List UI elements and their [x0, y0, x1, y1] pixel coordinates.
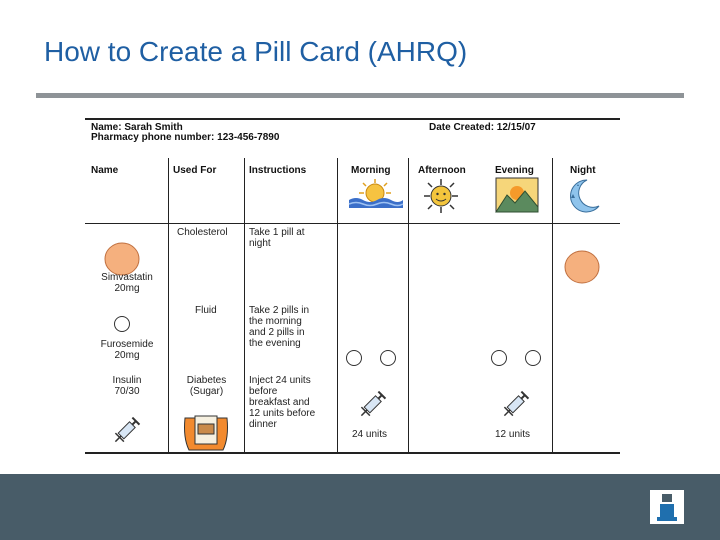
med-3-name-line2: 70/30 — [114, 386, 140, 397]
column-header-morning: Morning — [351, 165, 391, 176]
info-logo-base — [657, 517, 677, 521]
med-3-instruction-line5: dinner — [249, 419, 277, 430]
info-logo-dot — [662, 494, 672, 502]
morning-dose-two-pills-icon — [344, 349, 400, 367]
med-3-used-for — [169, 375, 244, 397]
column-header-night: Night — [570, 165, 596, 176]
card-bottom-border — [85, 452, 620, 454]
evening-dose-two-pills-icon — [489, 349, 545, 367]
column-header-afternoon: Afternoon — [418, 165, 466, 176]
med-2-name-line2: 20mg — [114, 350, 140, 361]
med-3-instruction-line4: 12 units before — [249, 408, 316, 419]
med-3-instruction-line2: before — [249, 386, 278, 397]
med-3-instructions — [249, 375, 315, 430]
footer-bar — [0, 474, 720, 540]
med-2-instructions — [249, 305, 309, 349]
med-1-instruction-line2: night — [249, 238, 271, 249]
med-1-used-for: Cholesterol — [177, 227, 228, 238]
info-logo-icon — [650, 490, 684, 524]
med-3-used-for-line1: Diabetes — [186, 375, 227, 386]
med-3-name — [87, 375, 167, 397]
syringe-icon — [109, 414, 143, 448]
med-2-used-for: Fluid — [195, 305, 217, 316]
night-moon-icon — [563, 176, 603, 216]
morning-sun-over-water-icon — [347, 178, 403, 208]
med-3-name-line1: Insulin — [112, 375, 142, 386]
slide-title: How to Create a Pill Card (AHRQ) — [44, 36, 468, 67]
med-1-name-line2: 20mg — [114, 283, 140, 294]
card-header-divider — [85, 223, 620, 224]
med-1-instruction-line1: Take 1 pill at — [249, 227, 305, 238]
med-2-instruction-line3: and 2 pills in — [249, 327, 305, 338]
med-3-instruction-line3: breakfast and — [249, 397, 310, 408]
med-2-name — [87, 339, 167, 361]
patient-name: Name: Sarah Smith — [91, 122, 183, 133]
pill-card — [85, 118, 620, 454]
sugar-bag-icon — [181, 408, 231, 452]
evening-sunset-mountains-icon — [495, 177, 539, 213]
med-1-name — [87, 272, 167, 294]
med-1-name-line1: Simvastatin — [101, 272, 153, 283]
night-dose-pill-icon — [564, 250, 600, 284]
med-1-instructions — [249, 227, 305, 249]
med-2-name-line1: Furosemide — [100, 339, 154, 350]
date-created: Date Created: 12/15/07 — [429, 122, 536, 133]
small-white-pill-icon — [113, 315, 131, 333]
large-orange-pill-icon — [104, 242, 140, 276]
title-rule — [36, 93, 684, 98]
column-header-instructions: Instructions — [249, 165, 307, 176]
pharmacy-phone: Pharmacy phone number: 123-456-7890 — [91, 132, 280, 143]
column-header-evening: Evening — [495, 165, 534, 176]
card-top-border — [85, 118, 620, 120]
evening-syringe-icon — [498, 388, 532, 422]
med-2-instruction-line4: the evening — [249, 338, 301, 349]
evening-dose-label: 12 units — [495, 429, 531, 440]
morning-syringe-icon — [355, 388, 389, 422]
column-divider-1 — [168, 158, 169, 453]
med-3-used-for-line2: (Sugar) — [189, 386, 224, 397]
med-3-instruction-line1: Inject 24 units — [249, 375, 311, 386]
column-divider-2 — [244, 158, 245, 453]
afternoon-sun-icon — [423, 178, 459, 214]
med-2-instruction-line2: the morning — [249, 316, 302, 327]
column-divider-4 — [408, 158, 409, 453]
morning-dose-label: 24 units — [352, 429, 388, 440]
column-divider-3 — [337, 158, 338, 453]
column-header-name: Name — [91, 165, 119, 176]
column-divider-5 — [552, 158, 553, 453]
column-header-used-for: Used For — [173, 165, 217, 176]
med-2-instruction-line1: Take 2 pills in — [249, 305, 310, 316]
